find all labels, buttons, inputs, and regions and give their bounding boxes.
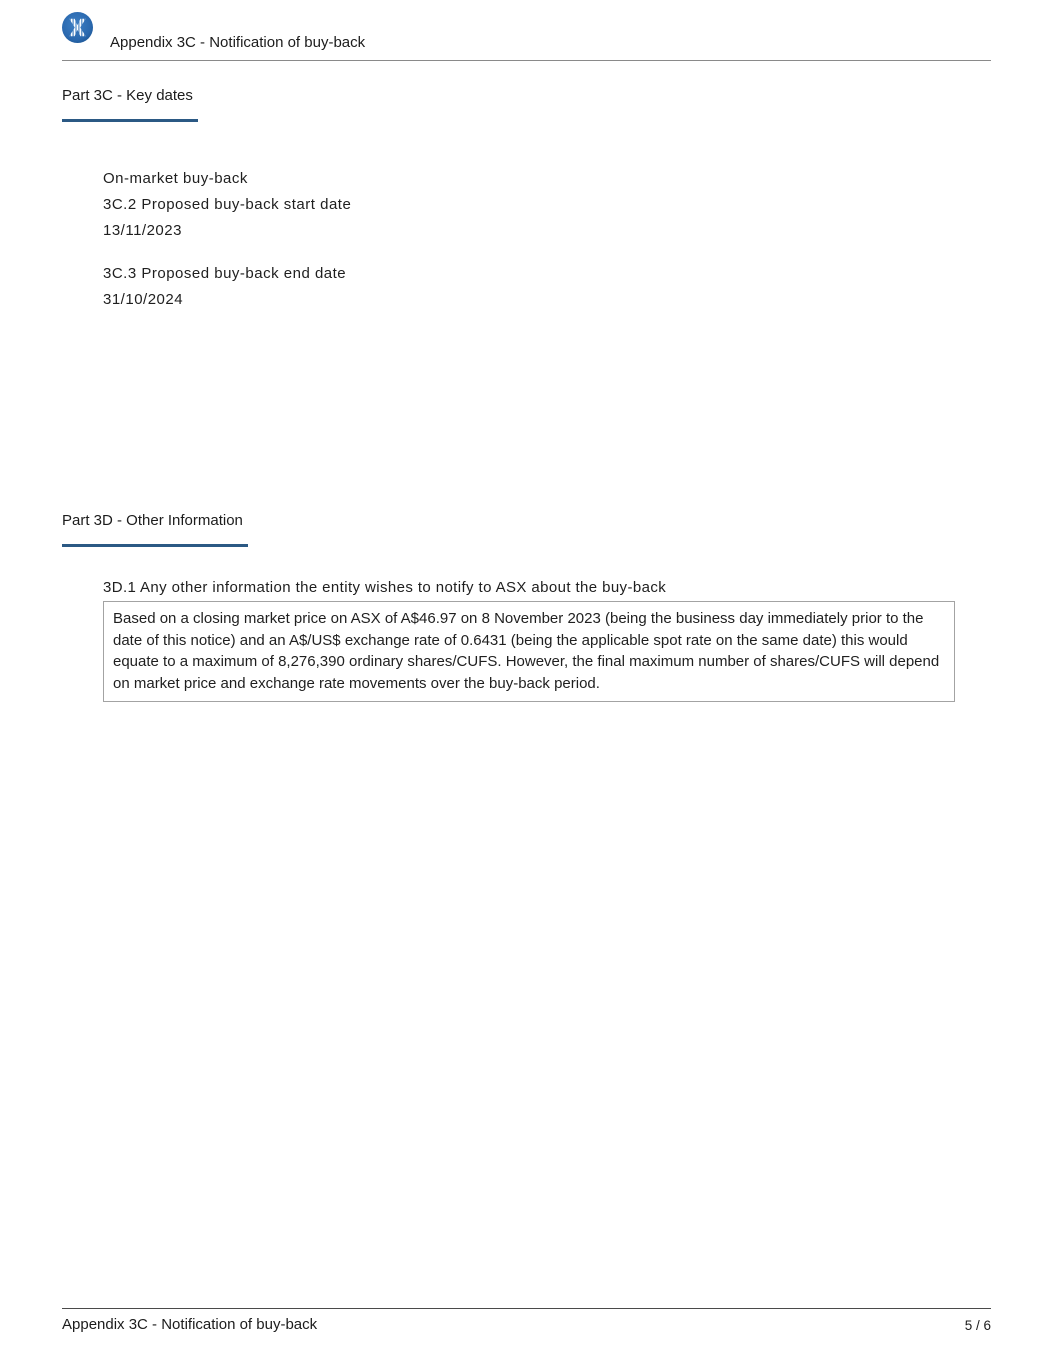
field-label: 3C.3 Proposed buy-back end date <box>103 265 347 282</box>
field-label: 3C.2 Proposed buy-back start date <box>103 196 352 213</box>
page-header <box>62 0 991 61</box>
asx-logo-icon <box>62 12 93 43</box>
part-3c-content <box>103 166 351 313</box>
field-group <box>103 192 351 244</box>
other-information-question-label: 3D.1 Any other information the entity wishes to notify to ASX about the buy-back <box>103 579 667 596</box>
part-3d-heading-underline <box>62 544 248 547</box>
footer-title: Appendix 3C - Notification of buy-back <box>62 1316 318 1333</box>
field-value: 31/10/2024 <box>103 291 184 308</box>
page-number-indicator: 5 / 6 <box>964 1318 991 1333</box>
page-footer <box>62 1308 991 1333</box>
part-3c-heading: Part 3C - Key dates <box>62 87 193 104</box>
field-group <box>103 261 351 313</box>
other-information-textbox: Based on a closing market price on ASX of A$46.97 on 8 November 2023 (being the business day immediately prior to the date of this notice) and an A$/US$ exchange rate of 0.6431 (being the applicable spot rate on the same date) this would equate to a maximum of 8,276,390 ordinary shares/CUFS. However, the final maximum number of shares/CUFS will depend on market price and exchange rate movements over the buy-back period. <box>103 601 955 702</box>
field-value: 13/11/2023 <box>103 222 182 239</box>
part-3d-heading: Part 3D - Other Information <box>62 512 243 529</box>
header-title: Appendix 3C - Notification of buy-back <box>110 34 366 51</box>
part-3c-heading-underline <box>62 119 198 122</box>
buyback-type-label: On-market buy-back <box>103 170 248 187</box>
